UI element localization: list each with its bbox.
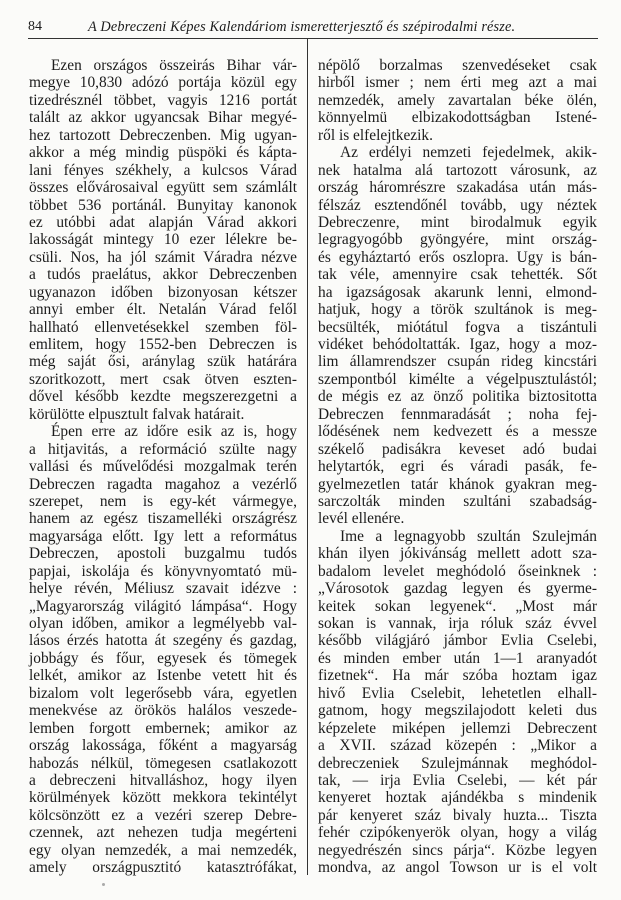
- text-line: tizedrésznél többet, vagyis 1216 portát: [29, 91, 297, 109]
- text-line: nemzedék, amely zavartalan béke ölén,: [318, 91, 597, 109]
- text-line: szoritkozott, mert csak ötven eszten-: [29, 370, 297, 388]
- text-line: badalom levelet meghódoló őseinknek :: [318, 562, 597, 580]
- text-line: lemben forgott embernek; amikor az: [29, 719, 297, 737]
- text-line: hirből ismer ; nem érti meg azt a mai: [318, 74, 597, 92]
- text-line: magyarsága előtt. Igy lett a református: [29, 527, 297, 545]
- text-line: Debreczen ragadta magahoz a vezérlő: [29, 475, 297, 493]
- text-line: ez utóbbi adat alapján Várad akkori: [29, 213, 297, 231]
- text-line: pár kenyeret száz bivaly huzta... Tiszta: [318, 806, 597, 824]
- text-line: félszáz esztendőnél tovább, ugy néztek: [318, 196, 597, 214]
- right-column: [318, 57, 597, 877]
- text-line: kenyeret hoztak ajándékba s mindenik: [318, 789, 597, 807]
- column-divider: [307, 39, 308, 875]
- text-line: lődésének nem kedvezett és a messze: [318, 423, 597, 441]
- text-line: menekvése az örökös halálos veszede-: [29, 702, 297, 720]
- text-line: tak véle, amennyire csak tehették. Sőt: [318, 266, 597, 284]
- text-line: a XVII. század közepén : „Mikor a: [318, 737, 597, 755]
- text-line: megye 10,830 adózó portája közül egy: [29, 74, 297, 92]
- text-line: mondva, az angol Towson ur is el volt: [318, 859, 597, 877]
- text-line: egy olyan nemzedék, a mai nemzedék,: [29, 841, 297, 859]
- text-line: helye révén, Méliusz szavait idézve :: [29, 580, 297, 598]
- text-line: lani fényes székhely, a kulcsos Várad: [29, 161, 297, 179]
- text-line: Debreczen, apostoli buzgalmu tudós: [29, 545, 297, 563]
- text-line: csüli. Nos, ha jól számit Váradra nézve: [29, 248, 297, 266]
- running-title: A Debreczeni Képes Kalendáriom ismeretterjesztő és szépirodalmi része.: [88, 19, 516, 35]
- text-line: akkor a még mindig püspöki és kápta-: [29, 144, 297, 162]
- text-line: ha igazságosak akarunk lenni, elmond-: [318, 283, 597, 301]
- text-line: a debreczeni hitvalláshoz, hogy ilyen: [29, 771, 297, 789]
- text-line: legragyogóbb gyöngyére, mint ország-: [318, 231, 597, 249]
- text-line: a hitjavitás, a reformáció szülte nagy: [29, 440, 297, 458]
- text-line: ugyanazon időben bizonyosan kétszer: [29, 283, 297, 301]
- text-line: ről is elfelejtkezik.: [318, 126, 433, 144]
- text-line: körülmények között mekkora tekintélyt: [29, 789, 297, 807]
- text-line: Ime a legnagyobb szultán Szulejmán: [340, 527, 597, 545]
- text-line: nek hatalma alá tartozott városunk, az: [318, 161, 597, 179]
- text-line: és minden ember után 1—1 aranyadót: [318, 649, 597, 667]
- text-line: de mégis ez az önző politika biztositotta: [318, 388, 597, 406]
- print-speck: [102, 883, 105, 886]
- text-line: lim államrendszer csupán rideg kincstári: [318, 353, 597, 371]
- text-line: lelkét, amikor az Istenbe vetett hit és: [29, 667, 297, 685]
- text-line: a tudós praelátus, akkor Debreczenben: [29, 266, 297, 284]
- text-line: még saját ősi, aránylag szük határára: [29, 353, 297, 371]
- text-line: fizetnek“. Ha már szóba hoztam igaz: [318, 667, 597, 685]
- text-line: negyedrészén sincs párja“. Közbe legyen: [318, 841, 597, 859]
- text-line: ország háromrészre szakadása után más-: [318, 179, 597, 197]
- text-line: annyi ember élt. Netalán Várad felől: [29, 301, 297, 319]
- text-line: bizalom volt legerősebb vára, egyetlen: [29, 684, 297, 702]
- text-line: helytartók, egri és váradi pasák, fe-: [318, 458, 597, 476]
- text-line: tak, — irja Evlia Cselebi, — két pár: [318, 771, 597, 789]
- text-line: dővel később kezdte megszerezgetni a: [29, 388, 297, 406]
- text-line: képzelete miképen jellemzi Debreczent: [318, 719, 597, 737]
- text-line: levél ellenére.: [318, 510, 405, 528]
- text-line: „Városotok gazdag legyen és gyerme-: [318, 580, 597, 598]
- text-line: hatjuk, hogy a török szultánok is meg-: [318, 301, 597, 319]
- page-header: [28, 18, 598, 39]
- text-line: Ezen országos összeirás Bihar vár-: [51, 57, 297, 74]
- text-line: vidéket behódoltatták. Igaz, hogy a moz-: [318, 336, 597, 353]
- text-line: szerepet, nem is egy-két vármegye,: [29, 492, 297, 510]
- text-line: amely országpusztitó katasztrófákat,: [29, 859, 297, 877]
- text-line: kölcsönzött ez a vezéri szerep Debre-: [29, 806, 297, 824]
- text-line: Épen erre az időre esik az is, hogy: [51, 423, 297, 441]
- text-line: könnyelmü elbizakodottságban Istené-: [318, 109, 597, 127]
- text-line: olyan időben, amikor a legmélyebb val-: [29, 615, 297, 632]
- text-line: lásos érzés hatotta át szegény és gazdag,: [29, 632, 297, 650]
- text-line: lakosságát mintegy 10 ezer lélekre be-: [29, 231, 297, 249]
- text-line: vallási és művelődési mozgalmak terén: [29, 458, 297, 476]
- text-line: talált az akkor ugyancsak Bihar megyé-: [29, 109, 297, 127]
- text-line: habozás nélkül, tömegesen csatlakozott: [29, 754, 297, 772]
- left-column: [29, 57, 297, 877]
- text-line: khán ilyen jókivánság mellett adott sza-: [318, 545, 597, 563]
- text-line: debreczeniek Szulejmánnak meghódol-: [318, 754, 597, 772]
- page-number: 84: [28, 19, 42, 34]
- text-line: Az erdélyi nemzeti fejedelmek, akik-: [340, 144, 597, 162]
- text-line: czennek, azt nehezen tudja megérteni: [29, 824, 297, 842]
- text-line: Debreczen fennmaradását ; noha fej-: [318, 405, 597, 423]
- text-line: többet 536 portánál. Bunyitay kanonok: [29, 196, 297, 214]
- text-line: papjai, iskolája és könyvnyomtató mü-: [29, 562, 297, 580]
- text-line: székelő padisákra keveset adó budai: [318, 440, 597, 458]
- text-line: hanem az egész tiszamelléki országrész: [29, 510, 297, 528]
- text-line: keitek sokan legyenek“. „Most már: [318, 597, 597, 615]
- text-line: sokan is vannak, irja róluk száz évvel: [318, 615, 597, 632]
- text-line: hez tartozott Debreczenben. Mig ugyan-: [29, 126, 297, 144]
- text-line: „Magyarország világitó lámpása“. Hogy: [29, 597, 297, 615]
- text-line: ország lakossága, főként a magyarság: [29, 737, 297, 755]
- text-line: később világjáró jámbor Evlia Cselebi,: [318, 632, 597, 650]
- text-line: szempontból kimélte a végelpusztulástól;: [318, 370, 597, 388]
- text-line: hivő Evlia Cselebit, lehetetlen elhall-: [318, 684, 597, 702]
- text-line: és egyháztartó erős oszlopra. Ugy is bán-: [318, 248, 597, 266]
- text-line: körülötte elpusztult falvak határait.: [29, 405, 245, 423]
- text-line: sarczolták minden szultáni szabadság-: [318, 492, 597, 510]
- text-line: Debreczenre, mint birodalmuk egyik: [318, 213, 597, 231]
- text-line: népölő borzalmas szenvedéseket csak: [318, 57, 597, 74]
- text-line: becsülték, miótátul fogva a tiszántuli: [318, 318, 597, 336]
- text-line: hallható ellenvetésekkel szemben föl-: [29, 318, 297, 336]
- text-line: összes elővárosaival együtt sem számlált: [29, 179, 297, 197]
- text-line: fehér czipókenyerök olyan, hogy a világ: [318, 824, 597, 842]
- text-line: emlitem, hogy 1552-ben Debreczen is: [29, 336, 297, 353]
- text-line: jobbágy és főur, egyesek és tömegek: [29, 649, 297, 667]
- text-line: gatnom, hogy megszilajodott keleti dus: [318, 702, 597, 720]
- text-line: gyelmezetlen tatár khánok gyakran meg-: [318, 475, 597, 493]
